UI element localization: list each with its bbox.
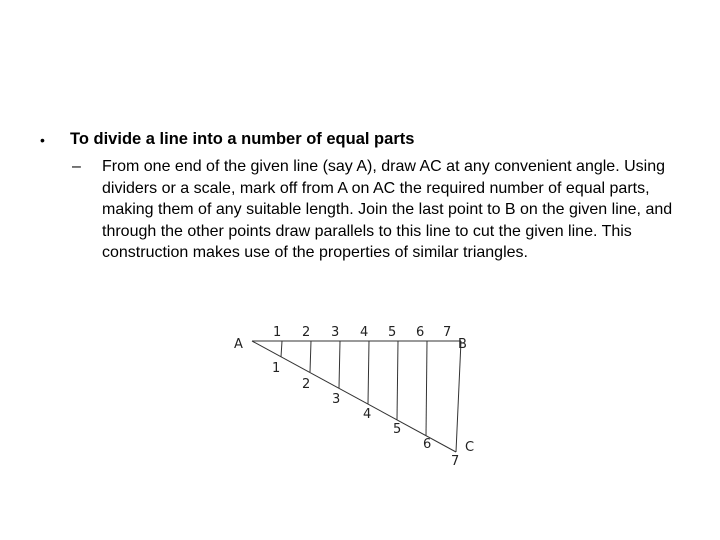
parallel-line-1	[281, 341, 282, 357]
slant-label-2: 2	[302, 377, 311, 392]
top-label-6: 6	[416, 325, 425, 340]
sub-bullet-dash: –	[72, 158, 81, 175]
bullet-marker: •	[40, 132, 45, 148]
parallel-line-6	[426, 341, 427, 436]
line-bc	[456, 341, 461, 452]
top-label-5: 5	[388, 325, 397, 340]
slant-label-1: 1	[272, 361, 281, 376]
slant-label-3: 3	[332, 392, 341, 407]
top-label-1: 1	[273, 325, 282, 340]
sub-bullet-text: From one end of the given line (say A), draw AC at any convenient angle. Using dividers or a scale, mark off from A on AC the required number of equal parts, making them of any suitable length. Join the last point to B on the given line, and through the other points draw parallels to this line to cut the given line. This construction makes use of the properties of similar triangles.	[102, 158, 673, 261]
label-point-b: B	[458, 337, 467, 352]
slant-label-7: 7	[451, 454, 460, 469]
parallel-line-2	[310, 341, 311, 372]
parallel-line-4	[368, 341, 369, 404]
slant-label-5: 5	[393, 422, 402, 437]
slant-label-4: 4	[363, 407, 372, 422]
parallel-line-5	[397, 341, 398, 420]
line-ac	[252, 341, 456, 452]
top-label-2: 2	[302, 325, 311, 340]
slant-label-6: 6	[423, 437, 432, 452]
top-label-3: 3	[331, 325, 340, 340]
label-point-a: A	[234, 337, 243, 352]
top-label-7: 7	[443, 325, 452, 340]
label-point-c: C	[465, 440, 475, 455]
top-label-4: 4	[360, 325, 369, 340]
parallel-line-3	[339, 341, 340, 388]
bullet-heading: To divide a line into a number of equal parts	[70, 130, 415, 148]
